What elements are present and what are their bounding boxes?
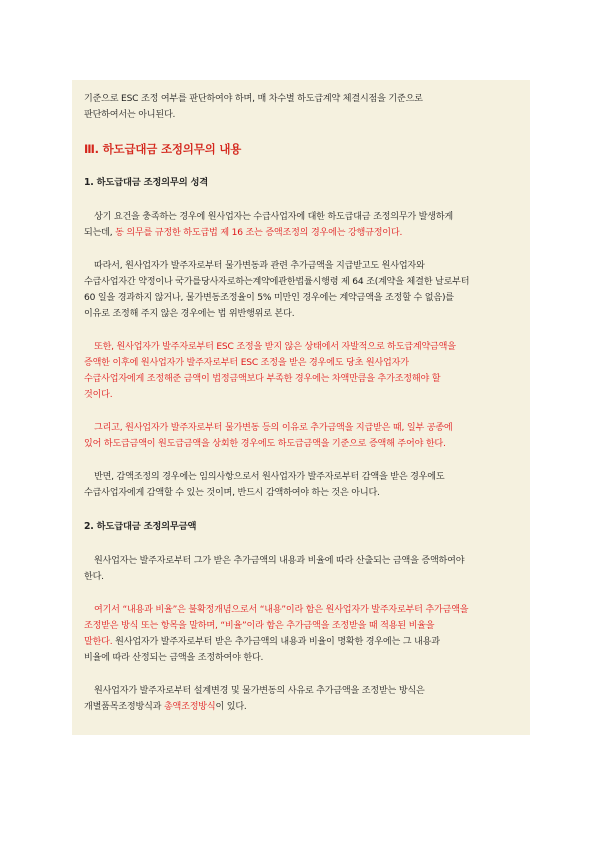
paragraph-line: 따라서, 원사업자가 발주자로부터 물가변동과 관련 추가금액을 지급받고도 원사업자와 [94, 261, 425, 271]
paragraph-line: 60 일을 경과하지 않거나, 물가변동조정율이 5% 미만인 경우에는 계약금액을 조정할 수 없음)를 [84, 293, 454, 303]
paragraph-line: 또한, 원사업자가 발주자로부터 ESC 조정을 받지 않은 상태에서 자발적으로 하도급계약금액을 [94, 342, 456, 352]
highlight-text: 총액조정방식 [163, 702, 216, 712]
paragraph-line: 개별품목조정방식과 총액조정방식이 있다. [84, 702, 247, 712]
paragraph-line: 말한다. 원사업자가 발주자로부터 받은 추가금액의 내용과 비율이 명확한 경우에는 그 내용과 [84, 637, 440, 647]
paragraph-line: 것이다. [84, 390, 113, 400]
paragraph-line: 조정받은 방식 또는 항목을 말하며, “비율”이라 함은 추가금액을 조정받을 때 적용된 비율을 [84, 621, 435, 631]
paragraph-line: 원사업자가 발주자로부터 설계변경 및 물가변동의 사유로 추가금액을 조정받는 방식은 [94, 686, 425, 696]
paragraph-line: 비율에 따라 산정되는 금액을 조정하여야 한다. [84, 653, 264, 663]
paragraph-line: 그리고, 원사업자가 발주자로부터 물가변동 등의 이유로 추가금액을 지급받은 때, 일부 공종에 [94, 423, 453, 433]
subsection-heading: 1. 하도급대금 조정의무의 성격 [84, 177, 209, 188]
paragraph-line: 한다. [84, 572, 104, 582]
paragraph-line: 증액한 이후에 원사업자가 발주자로부터 ESC 조정을 받은 경우에도 당초 원사업자가 [84, 358, 409, 368]
subsection-heading: 2. 하도급대금 조정의무금액 [84, 521, 197, 532]
paragraph-line: 있어 하도급금액이 원도급금액을 상회한 경우에도 하도급금액을 기준으로 증액해 주어야 한다. [84, 439, 446, 449]
intro-line: 판단하여서는 아니된다. [84, 110, 176, 120]
paragraph-line: 여기서 “내용과 비율”은 불확정개념으로서 “내용”이라 함은 원사업자가 발주자로부터 추가금액을 [94, 605, 469, 615]
paragraph-line: 원사업자는 발주자로부터 그가 받은 추가금액의 내용과 비율에 따라 산출되는 금액을 증액하여야 [94, 556, 465, 566]
section-heading: Ⅲ. 하도급대금 조정의무의 내용 [84, 142, 242, 156]
intro-line: 기준으로 ESC 조정 여부를 판단하여야 하며, 매 차수별 하도급계약 체결시점을 기준으로 [84, 94, 423, 104]
paragraph-line: 수급사업자에게 조정해준 금액이 법정금액보다 부족한 경우에는 차액만큼을 추가조정해야 할 [84, 374, 441, 384]
paragraph-line: 이유로 조정해 주지 않은 경우에는 법 위반행위로 본다. [84, 309, 295, 319]
highlight-text: 말한다. [84, 637, 113, 647]
paragraph-line: 되는데, 동 의무를 규정한 하도급법 제 16 조는 증액조정의 경우에는 강행규정이다. [84, 228, 403, 238]
highlight-text: 동 의무를 규정한 하도급법 제 16 조는 증액조정의 경우에는 강행규정이다. [115, 228, 403, 238]
paragraph-line: 상기 요건을 충족하는 경우에 원사업자는 수급사업자에 대한 하도급대금 조정의무가 발생하게 [94, 212, 454, 222]
paragraph-line: 반면, 감액조정의 경우에는 임의사항으로서 원사업자가 발주자로부터 감액을 받은 경우에도 [94, 472, 445, 482]
document-panel [72, 80, 530, 735]
paragraph-line: 수급사업자간 약정이나 국가를당사자로하는계약에관한법률시행령 제 64 조(계약을 체결한 날로부터 [84, 277, 470, 287]
paragraph-line: 수급사업자에게 감액할 수 있는 것이며, 반드시 감액하여야 하는 것은 아니다. [84, 488, 380, 498]
